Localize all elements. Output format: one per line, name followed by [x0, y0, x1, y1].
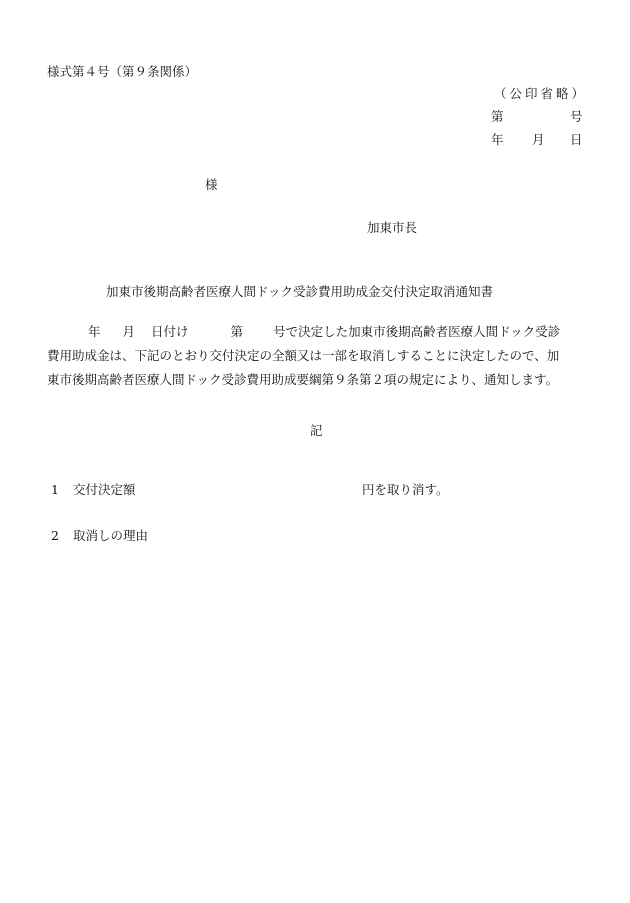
- body-line-3: 東市後期高齢者医療人間ドック受診費用助成要綱第９条第２項の規定により、通知します。: [47, 372, 559, 387]
- ref-year: 年: [88, 324, 101, 339]
- document-title: 加東市後期高齢者医療人間ドック受診費用助成金交付決定取消通知書: [106, 284, 494, 299]
- item-1-label: 交付決定額: [73, 482, 136, 497]
- item-2-number: 2: [51, 528, 59, 543]
- item-2-label: 取消しの理由: [73, 528, 149, 543]
- body-line-1-rest: 号で決定した加東市後期高齢者医療人間ドック受診: [273, 324, 561, 339]
- item-1-number: 1: [51, 482, 59, 497]
- date-year: 年: [491, 132, 504, 147]
- date-day: 日: [570, 132, 583, 147]
- body-line-1: [47, 320, 587, 344]
- ki-heading: 記: [310, 423, 323, 438]
- body-paragraph: [47, 320, 587, 392]
- recipient-suffix: 様: [205, 177, 218, 192]
- body-line-2: 費用助成金は、下記のとおり交付決定の全額又は一部を取消しすることに決定したので、加: [47, 348, 560, 363]
- ref-day-suffix: 日付け: [151, 324, 189, 339]
- document-number-dai: 第: [491, 109, 504, 124]
- ref-dai: 第: [230, 324, 244, 339]
- seal-omitted-note: （公印省略）: [494, 86, 588, 101]
- item-1-value-suffix: 円を取り消す。: [362, 482, 449, 497]
- form-number-label: 様式第４号（第９条関係）: [47, 64, 198, 79]
- issuer-name: 加東市長: [367, 220, 418, 235]
- date-month: 月: [532, 132, 545, 147]
- document-number-go: 号: [570, 109, 583, 124]
- ref-month: 月: [122, 324, 136, 339]
